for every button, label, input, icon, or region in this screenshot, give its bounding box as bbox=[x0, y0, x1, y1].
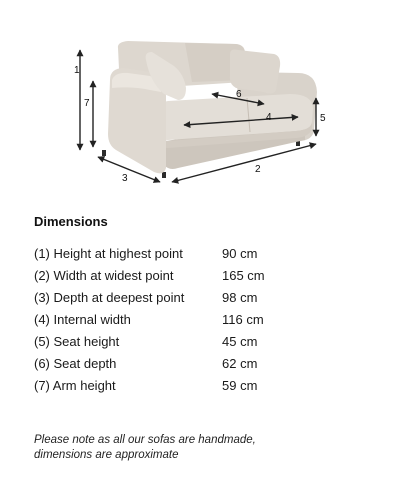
dimension-row bbox=[34, 352, 334, 374]
note-line-2: dimensions are approximate bbox=[34, 449, 179, 461]
dimension-label: (7) Arm height bbox=[34, 377, 116, 393]
sofa-dimension-diagram bbox=[0, 0, 400, 200]
note-line-1: Please note as all our sofas are handmade, bbox=[34, 434, 256, 446]
dimension-row bbox=[34, 308, 334, 330]
dimension-value: 59 cm bbox=[222, 377, 258, 393]
marker-5: 5 bbox=[320, 113, 326, 124]
dimension-label: (3) Depth at deepest point bbox=[34, 289, 185, 305]
dimension-row bbox=[34, 286, 334, 308]
dimension-label: (2) Width at widest point bbox=[34, 267, 174, 283]
dimension-row bbox=[34, 374, 334, 396]
marker-3: 3 bbox=[122, 173, 128, 184]
dimension-label: (5) Seat height bbox=[34, 333, 120, 349]
marker-2: 2 bbox=[255, 164, 261, 175]
dimension-value: 98 cm bbox=[222, 289, 258, 305]
dimension-label: (4) Internal width bbox=[34, 311, 131, 327]
marker-7: 7 bbox=[84, 98, 90, 109]
dimension-value: 62 cm bbox=[222, 355, 258, 371]
dimensions-table bbox=[34, 242, 334, 396]
marker-6: 6 bbox=[236, 89, 242, 100]
dimension-row bbox=[34, 330, 334, 352]
dimensions-heading: Dimensions bbox=[34, 214, 108, 229]
dimension-row bbox=[34, 242, 334, 264]
dimension-row bbox=[34, 264, 334, 286]
marker-1: 1 bbox=[74, 65, 80, 76]
dimension-value: 45 cm bbox=[222, 333, 258, 349]
dimension-label: (6) Seat depth bbox=[34, 355, 117, 371]
dimension-value: 116 cm bbox=[222, 311, 264, 327]
dimension-value: 90 cm bbox=[222, 245, 258, 261]
dimension-label: (1) Height at highest point bbox=[34, 245, 183, 261]
dimension-value: 165 cm bbox=[222, 267, 265, 283]
marker-4: 4 bbox=[266, 112, 272, 123]
sofa-illustration bbox=[102, 41, 317, 178]
handmade-note bbox=[34, 433, 374, 463]
